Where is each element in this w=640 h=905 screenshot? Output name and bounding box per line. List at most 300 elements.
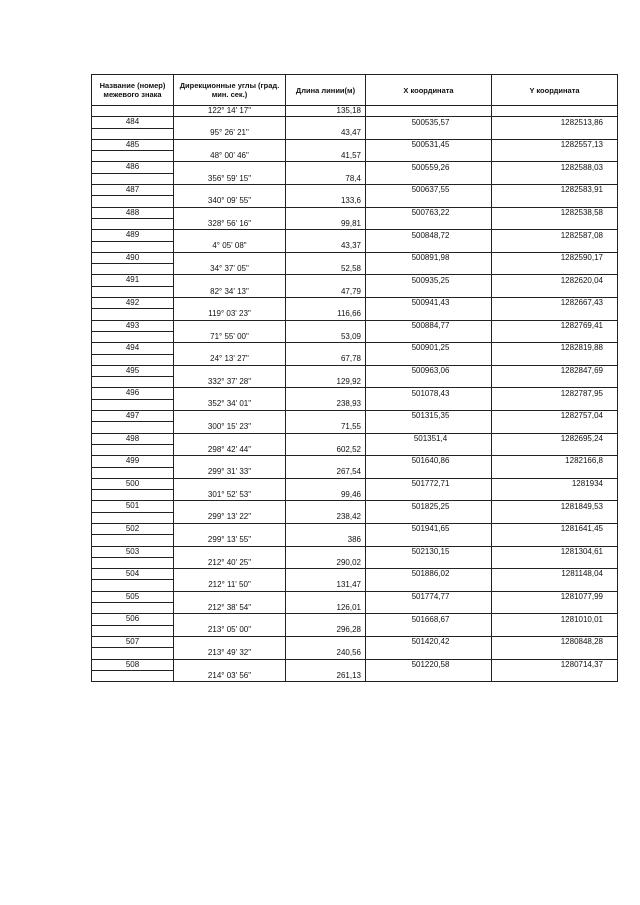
point-name-cell: 500	[92, 478, 174, 489]
point-name-cell: 498	[92, 433, 174, 444]
length-cell: 133,6	[286, 196, 366, 207]
y-cell	[492, 331, 618, 342]
bearing-cell: 122° 14' 17"	[174, 106, 286, 117]
header-line-length: Длина линии(м)	[286, 75, 366, 106]
point-name-cell: 492	[92, 298, 174, 309]
y-cell	[492, 309, 618, 320]
y-cell: 1281934	[492, 478, 618, 489]
length-cell: 71,55	[286, 422, 366, 433]
bearing-cell: 299° 13' 22"	[174, 512, 286, 523]
bearing-cell: 24° 13' 27"	[174, 354, 286, 365]
length-cell: 238,42	[286, 512, 366, 523]
length-cell: 53,09	[286, 331, 366, 342]
x-cell	[366, 196, 492, 207]
point-name-cell: 490	[92, 252, 174, 263]
x-cell	[366, 422, 492, 433]
y-cell	[492, 444, 618, 455]
point-name-cell	[92, 444, 174, 455]
y-cell: 1281304,61	[492, 546, 618, 557]
y-cell: 1281077,99	[492, 591, 618, 602]
x-cell	[366, 354, 492, 365]
bearing-cell	[174, 523, 286, 534]
point-name-cell	[92, 196, 174, 207]
length-cell: 240,56	[286, 648, 366, 659]
bearing-cell	[174, 320, 286, 331]
point-name-cell	[92, 264, 174, 275]
length-cell: 267,54	[286, 467, 366, 478]
y-cell	[492, 354, 618, 365]
bearing-cell	[174, 365, 286, 376]
bearing-cell: 352° 34' 01"	[174, 399, 286, 410]
bearing-cell	[174, 411, 286, 422]
y-cell	[492, 648, 618, 659]
y-cell	[492, 557, 618, 568]
segment-row	[92, 218, 618, 229]
y-cell: 1281849,53	[492, 501, 618, 512]
x-cell	[366, 106, 492, 117]
bearing-cell: 299° 31' 33"	[174, 467, 286, 478]
x-cell	[366, 444, 492, 455]
x-cell: 500884,77	[366, 320, 492, 331]
bearing-cell	[174, 569, 286, 580]
bearing-cell: 119° 03' 23"	[174, 309, 286, 320]
bearing-cell: 48° 00' 46"	[174, 151, 286, 162]
point-row	[92, 478, 618, 489]
point-name-cell: 508	[92, 659, 174, 670]
point-name-cell	[92, 354, 174, 365]
y-cell: 1282819,88	[492, 343, 618, 354]
y-cell	[492, 512, 618, 523]
point-name-cell	[92, 467, 174, 478]
x-cell: 500901,25	[366, 343, 492, 354]
y-cell: 1281148,04	[492, 569, 618, 580]
x-cell: 501315,35	[366, 411, 492, 422]
bearing-cell	[174, 298, 286, 309]
point-name-cell	[92, 309, 174, 320]
bearing-cell	[174, 252, 286, 263]
y-cell	[492, 264, 618, 275]
length-cell: 43,47	[286, 128, 366, 139]
point-name-cell: 485	[92, 139, 174, 150]
bearing-cell: 34° 37' 05"	[174, 264, 286, 275]
point-name-cell	[92, 625, 174, 636]
point-row	[92, 230, 618, 241]
length-cell	[286, 139, 366, 150]
point-row	[92, 433, 618, 444]
point-name-cell	[92, 286, 174, 297]
point-name-cell: 499	[92, 456, 174, 467]
y-cell: 1280848,28	[492, 636, 618, 647]
bearing-cell: 340° 09' 55"	[174, 196, 286, 207]
y-cell: 1282538,58	[492, 207, 618, 218]
length-cell: 43,37	[286, 241, 366, 252]
point-row	[92, 275, 618, 286]
segment-row	[92, 648, 618, 659]
x-cell	[366, 377, 492, 388]
point-row	[92, 591, 618, 602]
x-cell: 500559,26	[366, 162, 492, 173]
x-cell: 501886,02	[366, 569, 492, 580]
length-cell: 602,52	[286, 444, 366, 455]
x-cell: 501078,43	[366, 388, 492, 399]
y-cell	[492, 128, 618, 139]
length-cell	[286, 117, 366, 128]
point-row	[92, 162, 618, 173]
x-cell	[366, 512, 492, 523]
x-cell	[366, 286, 492, 297]
segment-row	[92, 512, 618, 523]
bearing-cell	[174, 162, 286, 173]
length-cell: 135,18	[286, 106, 366, 117]
x-cell	[366, 331, 492, 342]
bearing-cell	[174, 636, 286, 647]
x-cell	[366, 557, 492, 568]
length-cell	[286, 569, 366, 580]
length-cell	[286, 207, 366, 218]
segment-row	[92, 467, 618, 478]
bearing-cell	[174, 456, 286, 467]
bearing-cell: 95° 26' 21"	[174, 128, 286, 139]
y-cell	[492, 490, 618, 501]
y-cell: 1282769,41	[492, 320, 618, 331]
point-name-cell	[92, 580, 174, 591]
y-cell: 1282557,13	[492, 139, 618, 150]
boundary-coordinates-table	[91, 74, 618, 682]
segment-row	[92, 603, 618, 614]
y-cell	[492, 603, 618, 614]
point-row	[92, 636, 618, 647]
bearing-cell: 212° 38' 54"	[174, 603, 286, 614]
x-cell: 500848,72	[366, 230, 492, 241]
point-name-cell: 502	[92, 523, 174, 534]
point-row	[92, 388, 618, 399]
segment-row	[92, 670, 618, 681]
y-cell	[492, 377, 618, 388]
y-cell	[492, 106, 618, 117]
table-header-row	[92, 75, 618, 106]
point-name-cell: 505	[92, 591, 174, 602]
point-name-cell	[92, 670, 174, 681]
length-cell	[286, 546, 366, 557]
y-cell: 1282787,95	[492, 388, 618, 399]
point-name-cell	[92, 128, 174, 139]
point-row	[92, 659, 618, 670]
y-cell	[492, 218, 618, 229]
length-cell: 290,02	[286, 557, 366, 568]
x-cell: 501220,58	[366, 659, 492, 670]
segment-row	[92, 196, 618, 207]
point-name-cell: 507	[92, 636, 174, 647]
point-name-cell: 495	[92, 365, 174, 376]
point-name-cell	[92, 490, 174, 501]
point-name-cell	[92, 151, 174, 162]
segment-row	[92, 264, 618, 275]
y-cell: 1282166,8	[492, 456, 618, 467]
table-body	[92, 106, 618, 682]
y-cell	[492, 286, 618, 297]
bearing-cell: 212° 40' 25"	[174, 557, 286, 568]
segment-row	[92, 331, 618, 342]
bearing-cell	[174, 185, 286, 196]
segment-row	[92, 535, 618, 546]
x-cell: 500531,45	[366, 139, 492, 150]
point-name-cell: 489	[92, 230, 174, 241]
x-cell: 500763,22	[366, 207, 492, 218]
segment-row	[92, 354, 618, 365]
point-name-cell	[92, 648, 174, 659]
bearing-cell	[174, 207, 286, 218]
bearing-cell: 213° 49' 32"	[174, 648, 286, 659]
y-cell: 1282847,69	[492, 365, 618, 376]
x-cell	[366, 399, 492, 410]
length-cell: 386	[286, 535, 366, 546]
length-cell	[286, 252, 366, 263]
x-cell	[366, 467, 492, 478]
length-cell	[286, 275, 366, 286]
length-cell	[286, 614, 366, 625]
point-name-cell: 503	[92, 546, 174, 557]
header-y-coordinate: Y координата	[492, 75, 618, 106]
point-row	[92, 298, 618, 309]
length-cell: 131,47	[286, 580, 366, 591]
x-cell: 501825,25	[366, 501, 492, 512]
bearing-cell	[174, 275, 286, 286]
x-cell: 501941,65	[366, 523, 492, 534]
bearing-cell: 214° 03' 56"	[174, 670, 286, 681]
point-name-cell	[92, 603, 174, 614]
x-cell: 500535,57	[366, 117, 492, 128]
x-cell: 500935,25	[366, 275, 492, 286]
x-cell	[366, 309, 492, 320]
point-name-cell: 486	[92, 162, 174, 173]
point-name-cell	[92, 557, 174, 568]
x-cell: 501420,42	[366, 636, 492, 647]
point-name-cell	[92, 535, 174, 546]
point-name-cell: 488	[92, 207, 174, 218]
segment-row	[92, 309, 618, 320]
segment-row	[92, 377, 618, 388]
segment-row	[92, 151, 618, 162]
header-point-name: Название (номер) межевого знака	[92, 75, 174, 106]
bearing-cell: 332° 37' 28"	[174, 377, 286, 388]
x-cell: 500941,43	[366, 298, 492, 309]
x-cell: 500891,98	[366, 252, 492, 263]
length-cell	[286, 523, 366, 534]
bearing-cell: 356° 59' 15"	[174, 173, 286, 184]
segment-row	[92, 106, 618, 117]
point-row	[92, 456, 618, 467]
length-cell	[286, 636, 366, 647]
y-cell	[492, 151, 618, 162]
length-cell: 261,13	[286, 670, 366, 681]
x-cell: 501640,86	[366, 456, 492, 467]
length-cell: 41,57	[286, 151, 366, 162]
document-page	[91, 74, 617, 682]
point-name-cell	[92, 331, 174, 342]
point-name-cell: 497	[92, 411, 174, 422]
y-cell	[492, 173, 618, 184]
x-cell: 501772,71	[366, 478, 492, 489]
segment-row	[92, 625, 618, 636]
x-cell	[366, 264, 492, 275]
length-cell	[286, 185, 366, 196]
point-name-cell	[92, 422, 174, 433]
segment-row	[92, 128, 618, 139]
y-cell	[492, 399, 618, 410]
bearing-cell	[174, 546, 286, 557]
point-name-cell: 496	[92, 388, 174, 399]
x-cell	[366, 648, 492, 659]
length-cell: 126,01	[286, 603, 366, 614]
x-cell	[366, 580, 492, 591]
y-cell: 1280714,37	[492, 659, 618, 670]
length-cell	[286, 411, 366, 422]
point-row	[92, 501, 618, 512]
point-row	[92, 614, 618, 625]
y-cell	[492, 625, 618, 636]
length-cell	[286, 388, 366, 399]
x-cell: 500637,55	[366, 185, 492, 196]
bearing-cell: 212° 11' 50"	[174, 580, 286, 591]
point-row	[92, 569, 618, 580]
y-cell	[492, 535, 618, 546]
length-cell	[286, 456, 366, 467]
segment-row	[92, 557, 618, 568]
y-cell: 1282757,04	[492, 411, 618, 422]
bearing-cell: 82° 34' 13"	[174, 286, 286, 297]
bearing-cell	[174, 139, 286, 150]
y-cell	[492, 467, 618, 478]
length-cell: 52,58	[286, 264, 366, 275]
point-row	[92, 252, 618, 263]
length-cell	[286, 230, 366, 241]
y-cell: 1282667,43	[492, 298, 618, 309]
point-row	[92, 546, 618, 557]
x-cell: 500963,06	[366, 365, 492, 376]
length-cell: 238,93	[286, 399, 366, 410]
y-cell	[492, 422, 618, 433]
point-name-cell: 484	[92, 117, 174, 128]
bearing-cell: 299° 13' 55"	[174, 535, 286, 546]
bearing-cell: 328° 56' 16"	[174, 218, 286, 229]
x-cell: 501774,77	[366, 591, 492, 602]
point-row	[92, 365, 618, 376]
bearing-cell	[174, 433, 286, 444]
x-cell	[366, 173, 492, 184]
x-cell	[366, 128, 492, 139]
length-cell: 67,78	[286, 354, 366, 365]
length-cell	[286, 365, 366, 376]
length-cell	[286, 501, 366, 512]
bearing-cell	[174, 230, 286, 241]
bearing-cell: 4° 05' 08"	[174, 241, 286, 252]
length-cell: 116,66	[286, 309, 366, 320]
bearing-cell	[174, 614, 286, 625]
segment-row	[92, 490, 618, 501]
bearing-cell	[174, 501, 286, 512]
point-name-cell: 506	[92, 614, 174, 625]
length-cell: 78,4	[286, 173, 366, 184]
bearing-cell: 71° 55' 00"	[174, 331, 286, 342]
length-cell	[286, 298, 366, 309]
point-row	[92, 185, 618, 196]
x-cell	[366, 625, 492, 636]
length-cell	[286, 162, 366, 173]
y-cell: 1282588,03	[492, 162, 618, 173]
point-name-cell: 493	[92, 320, 174, 331]
segment-row	[92, 399, 618, 410]
length-cell: 129,92	[286, 377, 366, 388]
point-name-cell	[92, 399, 174, 410]
point-row	[92, 320, 618, 331]
segment-row	[92, 173, 618, 184]
x-cell	[366, 241, 492, 252]
point-row	[92, 411, 618, 422]
header-x-coordinate: X координата	[366, 75, 492, 106]
point-row	[92, 343, 618, 354]
bearing-cell	[174, 117, 286, 128]
point-name-cell: 501	[92, 501, 174, 512]
x-cell: 501668,67	[366, 614, 492, 625]
x-cell	[366, 218, 492, 229]
y-cell: 1282695,24	[492, 433, 618, 444]
length-cell: 47,79	[286, 286, 366, 297]
bearing-cell	[174, 659, 286, 670]
point-name-cell	[92, 173, 174, 184]
point-name-cell	[92, 241, 174, 252]
x-cell	[366, 151, 492, 162]
point-row	[92, 207, 618, 218]
y-cell	[492, 580, 618, 591]
x-cell: 502130,15	[366, 546, 492, 557]
bearing-cell: 300° 15' 23"	[174, 422, 286, 433]
length-cell: 296,28	[286, 625, 366, 636]
point-name-cell	[92, 218, 174, 229]
point-name-cell: 491	[92, 275, 174, 286]
length-cell: 99,81	[286, 218, 366, 229]
segment-row	[92, 286, 618, 297]
point-row	[92, 523, 618, 534]
bearing-cell	[174, 591, 286, 602]
bearing-cell: 298° 42' 44"	[174, 444, 286, 455]
y-cell: 1282590,17	[492, 252, 618, 263]
segment-row	[92, 422, 618, 433]
length-cell	[286, 343, 366, 354]
bearing-cell	[174, 388, 286, 399]
segment-row	[92, 241, 618, 252]
point-row	[92, 139, 618, 150]
bearing-cell: 301° 52' 53"	[174, 490, 286, 501]
y-cell: 1282583,91	[492, 185, 618, 196]
x-cell	[366, 535, 492, 546]
point-name-cell: 494	[92, 343, 174, 354]
y-cell: 1282587,08	[492, 230, 618, 241]
point-name-cell	[92, 377, 174, 388]
y-cell: 1281010,01	[492, 614, 618, 625]
x-cell	[366, 603, 492, 614]
y-cell: 1282513,86	[492, 117, 618, 128]
y-cell: 1282620,04	[492, 275, 618, 286]
point-name-cell	[92, 106, 174, 117]
y-cell	[492, 670, 618, 681]
length-cell	[286, 659, 366, 670]
y-cell: 1281641,45	[492, 523, 618, 534]
bearing-cell	[174, 478, 286, 489]
point-name-cell: 504	[92, 569, 174, 580]
y-cell	[492, 196, 618, 207]
x-cell: 501351,4	[366, 433, 492, 444]
point-row	[92, 117, 618, 128]
